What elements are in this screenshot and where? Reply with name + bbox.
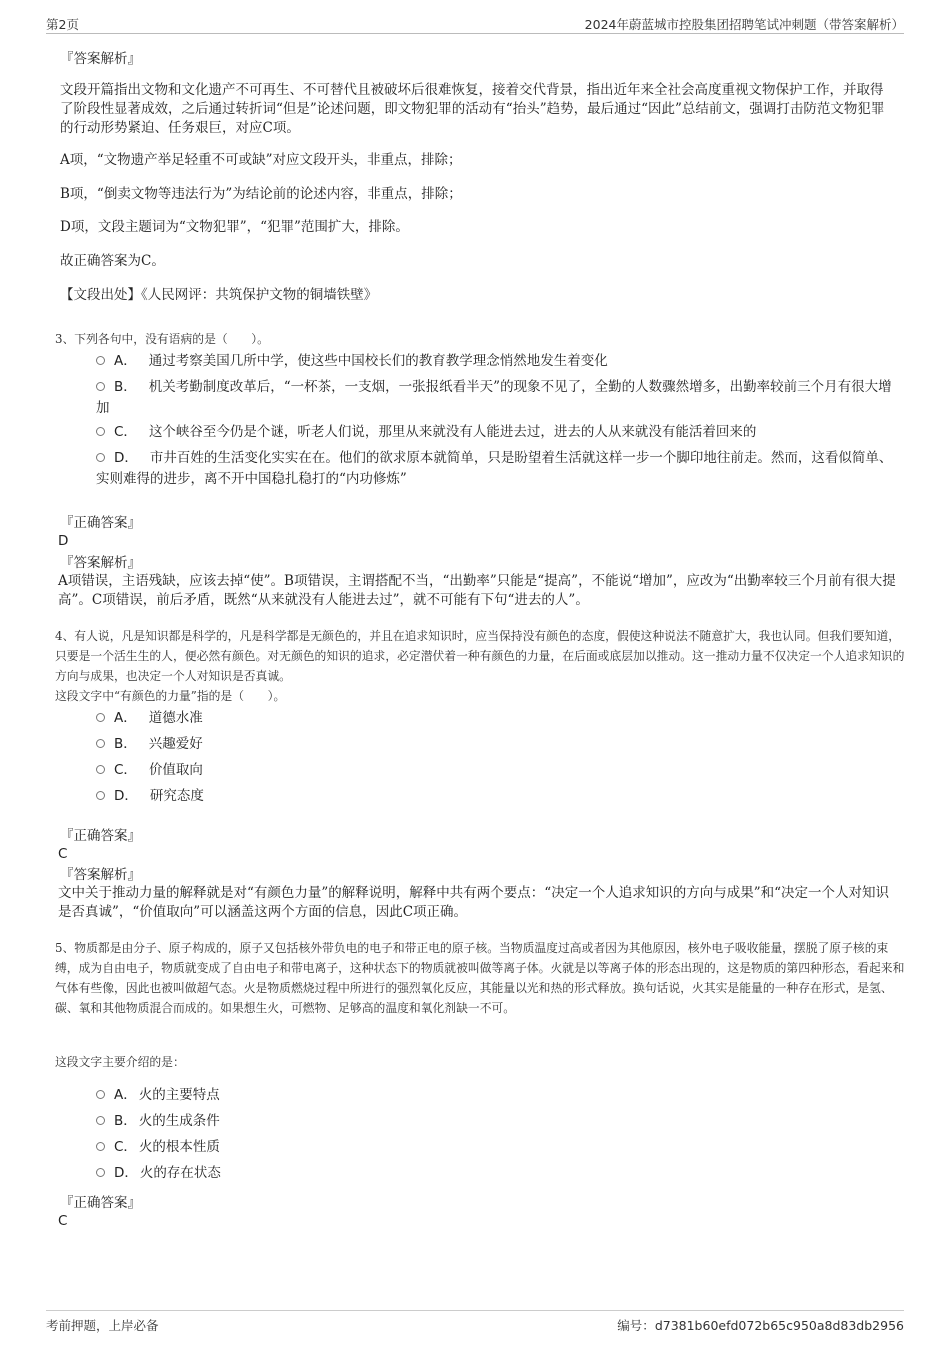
question-4-stem: 4、有人说，凡是知识都是科学的，凡是科学都是无颜色的，并且在追求知识时，应当保持没有颜色的态度，假使这种说法不随意扩大，我也认同。但我们要知道，只要是一个活生生的人，便必然有颜色。对无颜色的知识的追求，必定潜伏着一种有颜色的力量，在后面或底层加以推动。这一推动力量不仅决定一个人追求知识的方向与成果，也决定一个人对知识是否真诚。 [55,629,905,683]
q4-option-b[interactable]: B． 兴趣爱好 [96,734,896,755]
q5-option-b[interactable]: B． 火的生成条件 [96,1111,896,1132]
q4-analysis-label: 『答案解析』 [60,867,141,883]
q4-answer-label: 『正确答案』 [60,828,141,844]
q3-analysis: A项错误，主语残缺，应该去掉“使”。B项错误，主谓搭配不当，“出勤率”只能是“提高”，不能说“增加”，应改为“出勤率较三个月前有很大提高”。C项错误，前后矛盾，既然“从来就没有人能进去过”，就不可能有下句“进去的人”。 [58,573,896,608]
q3-analysis-label: 『答案解析』 [60,555,141,571]
q3-answer-label: 『正确答案』 [60,515,141,531]
q5-option-d[interactable]: D． 火的存在状态 [96,1163,896,1184]
analysis-option-b: B项，“倒卖文物等违法行为”为结论前的论述内容，非重点，排除； [60,186,462,202]
radio-icon[interactable] [96,791,105,800]
question-5-stem: 5、物质都是由分子、原子构成的，原子又包括核外带负电的电子和带正电的原子核。当物质温度过高或者因为其他原因，核外电子吸收能量，摆脱了原子核的束缚，成为自由电子，物质就变成了自由电子和带电离子，这种状态下的物质就被叫做等离子体。火就是以等离子体的形态出现的，这是物质的第四种形态，看起来和气体有些像，因此也被叫做超气态。火是物质燃烧过程中所进行的强烈氧化反应，其能量以光和热的形式释放。换句话说，火其实是能量的一种存在形式，是氢、碳、氧和其他物质混合而成的。如果想生火，可燃物、足够高的温度和氧化剂缺一不可。 [55,941,905,1015]
footer-slogan: 考前押题，上岸必备 [46,1318,159,1333]
question-4-prompt: 这段文字中“有颜色的力量”指的是（ ）。 [55,689,286,703]
q3-option-a[interactable]: A． 通过考察美国几所中学，使这些中国校长们的教育教学理念悄然地发生着变化 [96,351,896,372]
code-label: 编号： [617,1318,655,1333]
radio-icon[interactable] [96,1116,105,1125]
q3-option-b[interactable]: B． 机关考勤制度改革后，“一杯茶，一支烟，一张报纸看半天”的现象不见了，全勤的人数骤然增多，出勤率较前三个月有很大增加 [96,379,892,416]
code-value: d7381b60efd072b65c950a8d83db2956 [654,1318,904,1333]
q3-option-c[interactable]: C． 这个峡谷至今仍是个谜，听老人们说，那里从来就没有人能进去过，进去的人从来就没有能活着回来的 [96,422,896,443]
radio-icon[interactable] [96,739,105,748]
radio-icon[interactable] [96,356,105,365]
page-number: 第2页 [46,17,79,32]
q5-answer: C [58,1213,68,1229]
q5-option-a[interactable]: A． 火的主要特点 [96,1085,896,1106]
q4-option-d[interactable]: D． 研究态度 [96,786,896,807]
page-header [46,12,904,34]
analysis-option-a: A项，“文物遗产举足轻重不可或缺”对应文段开头，非重点，排除； [60,152,462,168]
radio-icon[interactable] [96,453,105,462]
document-code [617,1316,904,1334]
q5-option-c[interactable]: C． 火的根本性质 [96,1137,896,1158]
conclusion: 故正确答案为C。 [60,253,165,269]
radio-icon[interactable] [96,1168,105,1177]
q3-option-d[interactable]: D． 市井百姓的生活变化实实在在。他们的欲求原本就简单，只是盼望着生活就这样一步一个脚印地往前走。然而，这看似简单、实则难得的进步，离不开中国稳扎稳打的“内功修炼” [96,450,893,487]
document-title: 2024年蔚蓝城市控股集团招聘笔试冲刺题（带答案解析） [584,17,904,32]
question-3-stem: 3、下列各句中，没有语病的是（ ）。 [55,332,269,346]
radio-icon[interactable] [96,427,105,436]
radio-icon[interactable] [96,1090,105,1099]
q5-answer-label: 『正确答案』 [60,1195,141,1211]
radio-icon[interactable] [96,713,105,722]
radio-icon[interactable] [96,1142,105,1151]
radio-icon[interactable] [96,382,105,391]
analysis-option-d: D项，文段主题词为“文物犯罪”，“犯罪”范围扩大，排除。 [60,219,409,235]
q4-option-c[interactable]: C． 价值取向 [96,760,896,781]
q4-answer: C [58,846,68,862]
analysis-label: 『答案解析』 [60,51,141,67]
page-footer [46,1310,904,1333]
radio-icon[interactable] [96,765,105,774]
q4-analysis: 文中关于推动力量的解释就是对“有颜色力量”的解释说明，解释中共有两个要点：“决定一个人追求知识的方向与成果”和“决定一个人对知识是否真诚”，“价值取向”可以涵盖这两个方面的信息，因此C项正确。 [58,885,890,920]
analysis-text: 文段开篇指出文物和文化遗产不可再生、不可替代且被破坏后很难恢复，接着交代背景，指出近年来全社会高度重视文物保护工作，并取得了阶段性显著成效，之后通过转折词“但是”论述问题，即文物犯罪的活动有“抬头”趋势，最后通过“因此”总结前文，强调打击防范文物犯罪的行动形势紧迫、任务艰巨，对应C项。 [60,82,885,136]
source-citation: 【文段出处】《人民网评：共筑保护文物的铜墙铁壁》 [60,287,378,303]
q3-answer: D [58,533,69,549]
q4-option-a[interactable]: A． 道德水准 [96,708,896,729]
question-5-prompt: 这段文字主要介绍的是： [55,1055,185,1069]
